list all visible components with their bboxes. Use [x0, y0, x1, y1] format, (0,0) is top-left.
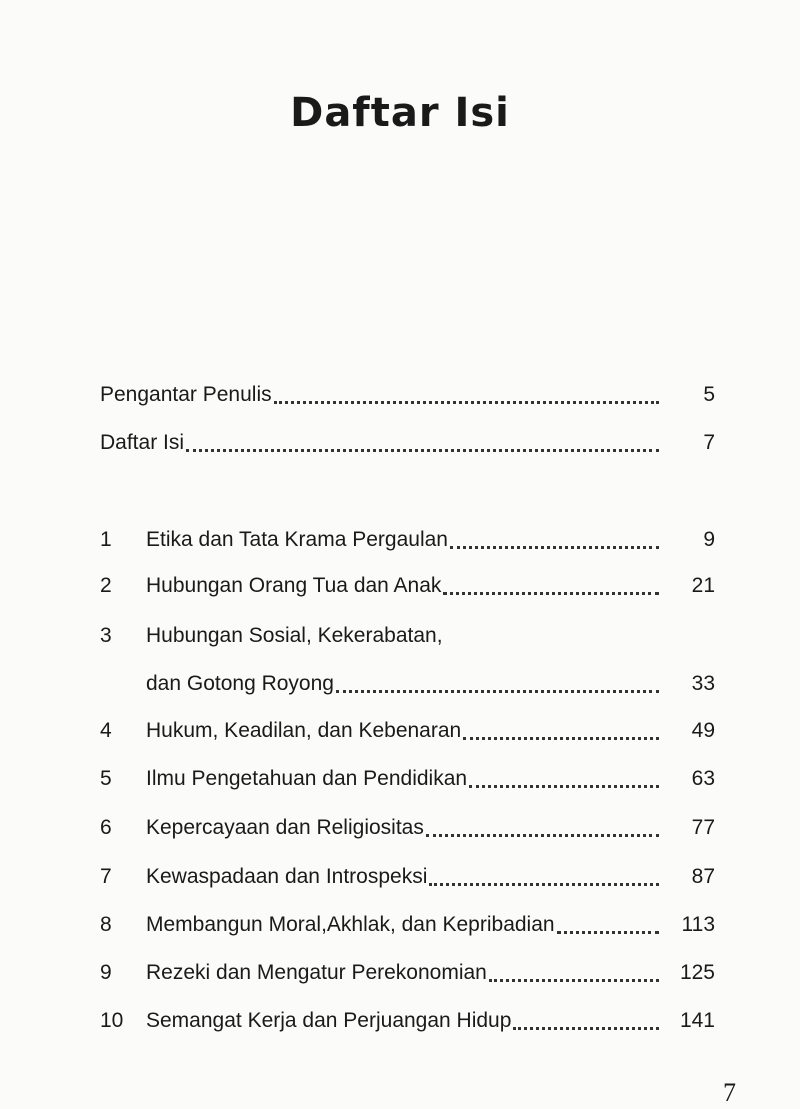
toc-chapter-8[interactable] [100, 905, 715, 945]
chapter-title: Hubungan Sosial, Kekerabatan, [146, 624, 443, 647]
dot-leader [513, 1027, 659, 1030]
toc-chapter-5[interactable] [100, 759, 715, 799]
chapter-title: Hubungan Orang Tua dan Anak [146, 574, 442, 597]
chapter-number: 6 [100, 816, 112, 839]
toc-entry-label: Pengantar Penulis [100, 383, 272, 406]
toc-chapter-4[interactable] [100, 711, 715, 751]
chapter-title: Ilmu Pengetahuan dan Pendidikan [146, 767, 468, 790]
chapter-number: 3 [100, 624, 112, 647]
toc-page-number: 141 [679, 1009, 715, 1032]
chapter-title: Membangun Moral,Akhlak, dan Kepribadian [146, 913, 555, 936]
toc-page-number: 21 [691, 574, 715, 597]
toc-page-number: 87 [691, 865, 715, 888]
toc-page-number: 33 [691, 672, 715, 695]
chapter-title-continued: dan Gotong Royong [146, 672, 334, 695]
chapter-number: 10 [100, 1009, 124, 1032]
toc-entry-pengantar[interactable] [100, 375, 715, 415]
toc-page-number: 49 [691, 719, 715, 742]
dot-leader [489, 979, 659, 982]
chapter-title: Hukum, Keadilan, dan Kebenaran [146, 719, 462, 742]
dot-leader [429, 883, 659, 886]
chapter-number: 9 [100, 961, 112, 984]
toc-chapter-1[interactable] [100, 520, 715, 560]
toc-page-number: 113 [681, 913, 715, 936]
dot-leader [186, 449, 659, 452]
toc-page-number: 125 [679, 961, 715, 984]
toc-entry-daftar-isi[interactable] [100, 423, 715, 463]
chapter-title: Rezeki dan Mengatur Perekonomian [146, 961, 487, 984]
dot-leader [450, 546, 659, 549]
dot-leader [443, 592, 659, 595]
chapter-title: Etika dan Tata Krama Pergaulan [146, 528, 448, 551]
toc-page-number: 63 [691, 767, 715, 790]
toc-entry-label: Daftar Isi [100, 431, 185, 454]
toc-chapter-3[interactable] [100, 616, 715, 656]
page-title: Daftar Isi [290, 90, 510, 136]
dot-leader [469, 785, 659, 788]
chapter-number: 5 [100, 767, 112, 790]
dot-leader [463, 737, 659, 740]
toc-page-number: 7 [703, 431, 715, 454]
page-folio-number: 7 [723, 1078, 736, 1107]
toc-chapter-2[interactable] [100, 566, 715, 606]
chapter-number: 2 [100, 574, 112, 597]
dot-leader [336, 690, 659, 693]
chapter-number: 7 [100, 865, 112, 888]
chapter-number: 8 [100, 913, 112, 936]
chapter-title: Semangat Kerja dan Perjuangan Hidup [146, 1009, 512, 1032]
chapter-title: Kewaspadaan dan Introspeksi [146, 865, 428, 888]
dot-leader [274, 401, 659, 404]
toc-page-number: 9 [703, 528, 715, 551]
toc-chapter-7[interactable] [100, 857, 715, 897]
toc-page-number: 77 [691, 816, 715, 839]
chapter-title: Kepercayaan dan Religiositas [146, 816, 424, 839]
toc-chapter-3-continued[interactable] [100, 664, 715, 704]
toc-chapter-9[interactable] [100, 953, 715, 993]
toc-chapter-10[interactable] [100, 1001, 715, 1041]
dot-leader [557, 931, 659, 934]
chapter-number: 1 [100, 528, 112, 551]
chapter-number: 4 [100, 719, 112, 742]
toc-chapter-6[interactable] [100, 808, 715, 848]
toc-page-number: 5 [703, 383, 715, 406]
dot-leader [426, 834, 659, 837]
